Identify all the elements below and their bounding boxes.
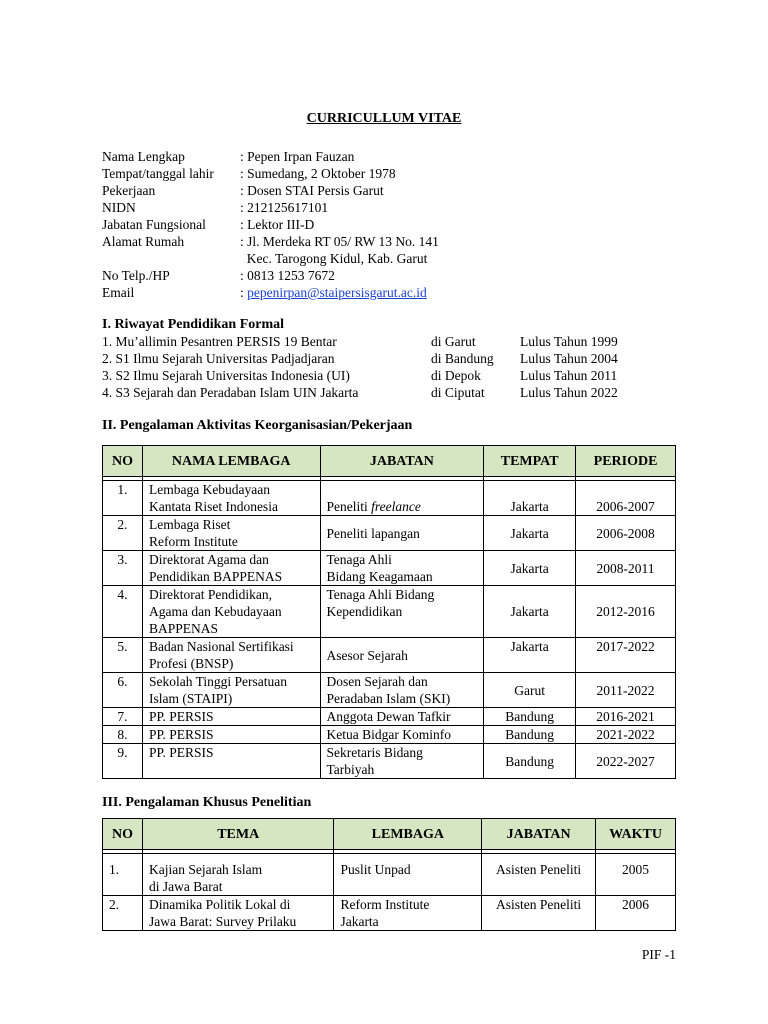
cell-tempat: Bandung [484, 744, 576, 779]
cell-periode: 2012-2016 [576, 586, 676, 638]
cell-line: Sekretaris Bidang [326, 745, 423, 760]
cell-no: 6. [103, 673, 143, 708]
column-header-lembaga: LEMBAGA [334, 819, 482, 850]
education-name: 1. Mu’allimin Pesantren PERSIS 19 Bentar [102, 334, 337, 349]
table-row [103, 708, 676, 726]
cell-no: 1. [103, 854, 143, 896]
info-value: : 212125617101 [240, 200, 329, 215]
table-row [103, 481, 676, 516]
cell-line: BAPPENAS [148, 621, 218, 636]
table-row [103, 726, 676, 744]
info-label: Alamat Rumah [102, 234, 185, 249]
cell-jabatan: Anggota Dewan Tafkir [320, 708, 484, 726]
column-header-tema: TEMA [142, 819, 333, 850]
cell-lembaga [142, 551, 320, 586]
info-label: No Telp./HP [102, 268, 170, 283]
cell-periode: 2016-2021 [576, 708, 676, 726]
cell-lembaga: PP. PERSIS [142, 708, 320, 726]
cell-jabatan: Asisten Peneliti [482, 896, 596, 931]
education-year: Lulus Tahun 1999 [520, 334, 618, 349]
cell-line: Tenaga Ahli [326, 552, 392, 567]
section-title-education: I. Riwayat Pendidikan Formal [102, 317, 285, 332]
info-value [240, 284, 427, 301]
cell-line: Kependidikan [326, 604, 403, 619]
column-header-jabatan: JABATAN [320, 446, 484, 477]
email-prefix: : [240, 285, 248, 300]
education-name: 2. S1 Ilmu Sejarah Universitas Padjadjaran [102, 351, 335, 366]
education-year: Lulus Tahun 2022 [520, 385, 618, 400]
table-header-row [103, 446, 676, 477]
info-value: : Pepen Irpan Fauzan [240, 149, 355, 164]
info-label: Nama Lengkap [102, 149, 185, 164]
cell-text-italic: freelance [371, 499, 421, 514]
cell-jabatan [320, 586, 484, 638]
education-name: 3. S2 Ilmu Sejarah Universitas Indonesia (UI) [102, 368, 350, 383]
cell-line: Kantata Riset Indonesia [148, 499, 278, 514]
cell-line: Profesi (BNSP) [148, 656, 234, 671]
cell-lembaga [142, 673, 320, 708]
info-label: Tempat/tanggal lahir [102, 166, 214, 181]
education-place: di Ciputat [431, 385, 485, 400]
organization-table [102, 445, 676, 779]
cell-line: Reform Institute [340, 897, 430, 912]
cell-jabatan: Ketua Bidgar Kominfo [320, 726, 484, 744]
cell-lembaga [142, 516, 320, 551]
education-place: di Bandung [431, 351, 494, 366]
cell-periode: 2017-2022 [576, 638, 676, 673]
cell-line: Dinamika Politik Lokal di [148, 897, 291, 912]
cell-no: 1. [103, 481, 143, 516]
cell-jabatan [320, 551, 484, 586]
cell-jabatan [320, 744, 484, 779]
education-list [102, 333, 662, 401]
research-table [102, 818, 676, 931]
table-row [103, 638, 676, 673]
column-header-periode: PERIODE [576, 446, 676, 477]
cell-no: 7. [103, 708, 143, 726]
column-header-no: NO [103, 819, 143, 850]
cell-no: 2. [103, 516, 143, 551]
education-place: di Garut [431, 334, 476, 349]
info-value: Kec. Tarogong Kidul, Kab. Garut [240, 251, 428, 266]
cell-periode: 2011-2022 [576, 673, 676, 708]
info-label: Email [102, 285, 135, 300]
cell-lembaga: Puslit Unpad [334, 854, 482, 896]
cell-periode: 2006-2008 [576, 516, 676, 551]
cell-lembaga [142, 586, 320, 638]
cell-line: Direktorat Pendidikan, [148, 587, 272, 602]
cell-jabatan: Asisten Peneliti [482, 854, 596, 896]
cell-periode: 2008-2011 [576, 551, 676, 586]
cell-waktu: 2005 [596, 854, 676, 896]
cell-line: Peradaban Islam (SKI) [326, 691, 451, 706]
cell-tema [142, 896, 333, 931]
list-item [102, 350, 662, 367]
cell-lembaga [142, 638, 320, 673]
cell-tempat: Bandung [484, 726, 576, 744]
info-value: : Lektor III-D [240, 217, 315, 232]
cell-waktu: 2006 [596, 896, 676, 931]
education-name: 4. S3 Sejarah dan Peradaban Islam UIN Jakarta [102, 385, 359, 400]
cell-tempat: Jakarta [484, 586, 576, 638]
cell-line: Pendidikan BAPPENAS [148, 569, 283, 584]
education-place: di Depok [431, 368, 481, 383]
cell-no: 9. [103, 744, 143, 779]
email-link[interactable]: pepenirpan@staipersisgarut.ac.id [247, 285, 427, 300]
cell-periode: 2022-2027 [576, 744, 676, 779]
section-title-research: III. Pengalaman Khusus Penelitian [102, 795, 312, 810]
info-label: Jabatan Fungsional [102, 217, 206, 232]
cell-no: 2. [103, 896, 143, 931]
cell-no: 4. [103, 586, 143, 638]
info-value: : Dosen STAI Persis Garut [240, 183, 384, 198]
table-row [103, 586, 676, 638]
cell-line: Sekolah Tinggi Persatuan [148, 674, 287, 689]
document-title: CURRICULLUM VITAE [306, 111, 462, 126]
info-value: : Sumedang, 2 Oktober 1978 [240, 166, 396, 181]
table-row [103, 673, 676, 708]
cell-no: 8. [103, 726, 143, 744]
cell-lembaga [142, 481, 320, 516]
cell-line: Tenaga Ahli Bidang [326, 587, 435, 602]
cell-lembaga: PP. PERSIS [142, 744, 320, 779]
cell-line: Tarbiyah [326, 762, 375, 777]
column-header-lembaga: NAMA LEMBAGA [142, 446, 320, 477]
info-value: : 0813 1253 7672 [240, 268, 335, 283]
cell-tempat: Bandung [484, 708, 576, 726]
list-item [102, 367, 662, 384]
column-header-jabatan: JABATAN [482, 819, 596, 850]
cell-no: 3. [103, 551, 143, 586]
table-row [103, 744, 676, 779]
info-label: Pekerjaan [102, 183, 156, 198]
table-row [103, 854, 676, 896]
cell-line: Direktorat Agama dan [148, 552, 269, 567]
cell-line: Lembaga Riset [148, 517, 231, 532]
cell-line: Lembaga Kebudayaan [148, 482, 271, 497]
cell-line: Reform Institute [148, 534, 238, 549]
education-year: Lulus Tahun 2011 [520, 368, 618, 383]
education-year: Lulus Tahun 2004 [520, 351, 618, 366]
column-header-tempat: TEMPAT [484, 446, 576, 477]
info-label: NIDN [102, 200, 136, 215]
cell-periode: 2006-2007 [576, 481, 676, 516]
page-number: PIF -1 [641, 947, 676, 962]
table-row [103, 896, 676, 931]
cell-periode: 2021-2022 [576, 726, 676, 744]
cell-tema [142, 854, 333, 896]
cell-line: Dosen Sejarah dan [326, 674, 428, 689]
cell-tempat: Jakarta [484, 638, 576, 673]
cell-jabatan: Peneliti lapangan [320, 516, 484, 551]
list-item [102, 384, 662, 401]
cell-lembaga: PP. PERSIS [142, 726, 320, 744]
table-row [103, 551, 676, 586]
cell-jabatan [320, 673, 484, 708]
column-header-waktu: WAKTU [596, 819, 676, 850]
cell-line: di Jawa Barat [148, 879, 223, 894]
cell-text: Peneliti [326, 499, 372, 514]
cell-no: 5. [103, 638, 143, 673]
cell-tempat: Jakarta [484, 551, 576, 586]
cell-tempat: Jakarta [484, 481, 576, 516]
cell-tempat: Jakarta [484, 516, 576, 551]
info-value: : Jl. Merdeka RT 05/ RW 13 No. 141 [240, 234, 439, 249]
cell-jabatan: Asesor Sejarah [320, 638, 484, 673]
cell-tempat: Garut [484, 673, 576, 708]
cell-lembaga [334, 896, 482, 931]
list-item [102, 333, 662, 350]
section-title-organization: II. Pengalaman Aktivitas Keorganisasian/Pekerjaan [102, 418, 413, 433]
cell-line: Agama dan Kebudayaan [148, 604, 282, 619]
cell-line: Badan Nasional Sertifikasi [148, 639, 294, 654]
column-header-no: NO [103, 446, 143, 477]
cell-jabatan [320, 481, 484, 516]
cell-line: Kajian Sejarah Islam [148, 862, 263, 877]
cell-line: Islam (STAIPI) [148, 691, 233, 706]
cell-line: Jakarta [340, 914, 379, 929]
table-header-row [103, 819, 676, 850]
cell-line: Bidang Keagamaan [326, 569, 433, 584]
cell-line: Jawa Barat: Survey Prilaku [148, 914, 297, 929]
table-row [103, 516, 676, 551]
